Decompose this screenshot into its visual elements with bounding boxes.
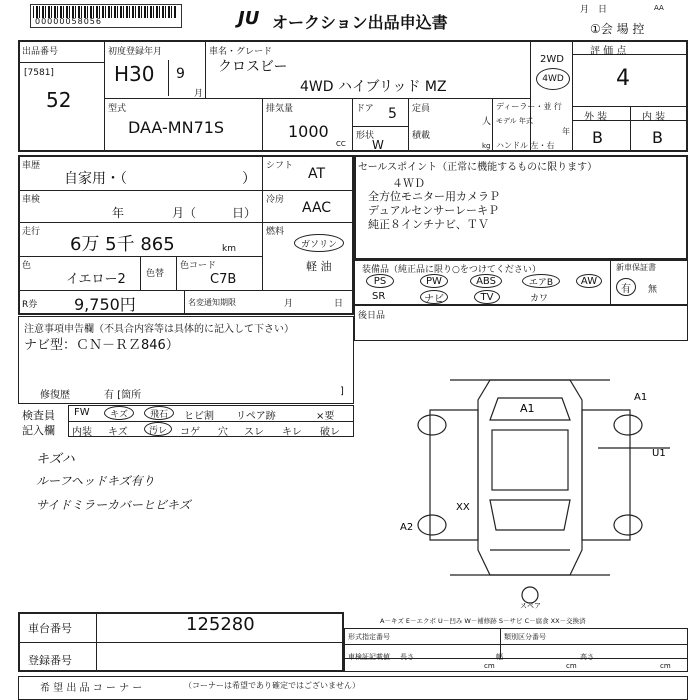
sales-points-label: セールスポイント（正常に機能するものに限ります） [358, 162, 598, 173]
equip-pw[interactable]: PW [420, 274, 448, 288]
equip-aw[interactable]: AW [576, 274, 602, 288]
date-label: 月 日 [580, 5, 608, 15]
equipment-label: 装備品（純正品に限り○をつけてください） [362, 265, 541, 275]
code-interior: 内装 [72, 427, 92, 438]
car-damage-diagram[interactable] [370, 350, 690, 610]
mark-a1-front-right: A1 [634, 392, 648, 403]
code-int-scratch: キズ [108, 427, 128, 438]
barcode [30, 4, 182, 28]
handwritten-line-2: ルーフヘッドキズ有り [36, 474, 155, 488]
code-hole: 穴 [218, 427, 228, 438]
equip-airbag[interactable]: エアB [522, 274, 560, 288]
code-repair: リペア跡 [236, 411, 276, 422]
recycle-label: R券 [22, 300, 38, 310]
width-label: 幅 [496, 653, 503, 661]
mileage-value[interactable]: 6万 5千 865 [70, 234, 175, 255]
code-crack: ヒビ割 [184, 411, 214, 422]
mark-u1-right: U1 [652, 448, 666, 459]
shape[interactable]: W [372, 138, 384, 152]
desired-corner-note: （コーナーは希望であり確定ではございません） [184, 681, 360, 690]
model-year-label: モデル 年式 [496, 117, 533, 125]
sales-point-4: 純正８インチナビ、ＴＶ [368, 218, 489, 231]
kg-unit: kg [482, 142, 491, 150]
usage-close: ） [242, 171, 256, 187]
barcode-number: 00000058056 [35, 17, 102, 26]
code-fw: FW [74, 407, 90, 418]
form-title: オークション出品申込書 [272, 13, 448, 32]
fuel-diesel: 軽 油 [306, 260, 332, 273]
warranty-has-circled[interactable]: 有 [616, 278, 636, 296]
cert-number-label: 形式指定番号 [348, 633, 390, 641]
sales-point-3: デュアルセンサーレーキＰ [368, 204, 500, 217]
sales-point-2: 全方位モニター用カメラＰ [368, 190, 500, 203]
code-dirty-circled[interactable]: 汚レ [144, 422, 172, 436]
interior-grade[interactable]: B [652, 128, 663, 147]
code-scratch-circled[interactable]: キズ [104, 406, 134, 420]
class-number-label: 類別区分番号 [504, 633, 546, 641]
mark-xx-left-mirror: XX [456, 502, 470, 513]
drive-2wd-label: 2WD [540, 54, 564, 65]
registration-number-label: 登録番号 [28, 654, 72, 667]
handle-label: ハンドル 左・右 [496, 141, 555, 150]
exterior-label: 外 装 [584, 112, 608, 123]
name-change-month: 月 [284, 299, 294, 309]
repair-history-value: 有 [箇所 [104, 390, 142, 401]
notes-label: 注意事項申告欄（不具合内容等は具体的に記入して下さい） [24, 324, 294, 335]
color-code-label: 色コード [180, 261, 217, 271]
cc-unit: CC [336, 140, 346, 148]
warranty-label: 新車保証書 [616, 263, 656, 272]
fuel-gas-circled[interactable]: ガソリン [294, 234, 344, 252]
repair-history-close: ] [340, 386, 344, 397]
recycle-value[interactable]: 9,750円 [74, 295, 136, 314]
name-change-day: 日 [334, 299, 344, 309]
code-wear: スレ [244, 427, 264, 438]
aircon-label: 冷房 [266, 195, 285, 205]
equip-tv[interactable]: TV [474, 290, 500, 304]
rear-items-box [354, 305, 688, 341]
exterior-grade[interactable]: B [592, 128, 603, 147]
car-grade[interactable]: 4WD ハイブリッド MZ [300, 79, 447, 95]
color-value[interactable]: イエロー2 [66, 272, 126, 287]
damage-legend: A－キズ E－エクボ U－凹み W－補修跡 S－サビ C－腐食 XX－交換済 [380, 617, 586, 625]
inspector-label: 検査員 [22, 409, 55, 422]
model-label: 型式 [108, 104, 127, 114]
inspection-month-unit: 月（ [172, 206, 197, 220]
equip-ps[interactable]: PS [366, 274, 394, 288]
grade-label: 評 価 点 [590, 46, 627, 57]
interior-label: 内 装 [642, 112, 666, 123]
length-unit: cm [484, 662, 495, 670]
shift-value[interactable]: AT [308, 166, 326, 182]
spare-label: スペア [520, 602, 541, 610]
car-name[interactable]: クロスビー [218, 59, 288, 75]
fuel-label: 燃料 [266, 227, 285, 237]
inspection-label: 車検 [22, 195, 41, 205]
km-unit: km [222, 244, 236, 254]
drive-4wd-circled[interactable]: 4WD [536, 68, 570, 90]
color-label: 色 [22, 261, 32, 271]
shift-label: シフト [266, 161, 294, 171]
capacity-unit: 人 [482, 117, 492, 127]
inspection-year-unit: 年 [112, 206, 125, 220]
chassis-number[interactable]: 125280 [186, 614, 255, 635]
first-reg-label: 初度登録年月 [108, 47, 163, 57]
rear-items-label: 後日品 [358, 311, 386, 321]
handwritten-line-3: サイドミラーカバーヒビキズ [36, 498, 191, 512]
aircon-value[interactable]: AAC [302, 200, 332, 216]
mark-a2-left-rear: A2 [400, 522, 414, 533]
dealer-label: ディーラー・並 行 [496, 102, 562, 111]
chassis-label: 車台番号 [28, 622, 72, 635]
first-reg-year[interactable]: H30 [114, 62, 155, 86]
height-unit: cm [660, 662, 671, 670]
equip-leather: カワ [530, 294, 549, 304]
listing-number[interactable]: 52 [46, 88, 72, 112]
code-chip-circled[interactable]: 飛石 [144, 406, 174, 420]
logo: JU [238, 8, 260, 29]
equip-navi[interactable]: ナビ [420, 290, 448, 304]
sales-point-1: ４ＷＤ [392, 177, 425, 190]
capacity-label: 定員 [412, 104, 431, 114]
aa-label: AA [654, 4, 664, 12]
doors[interactable]: 5 [388, 106, 397, 122]
warranty-none: 無 [648, 285, 658, 295]
width-unit: cm [566, 662, 577, 670]
usage-value[interactable]: 自家用・（ [64, 171, 127, 187]
color-code[interactable]: C7B [210, 272, 237, 287]
name-change-label: 名変通知期限 [188, 298, 236, 307]
equip-sr: SR [372, 291, 386, 302]
model-code[interactable]: DAA-MN71S [128, 118, 225, 137]
size-label: 車検証記載値 [348, 653, 390, 661]
year-unit: 年 [562, 127, 570, 136]
entry-label: 記入欄 [22, 424, 55, 437]
grade-score[interactable]: 4 [616, 66, 630, 91]
code-required: ×要 [316, 411, 335, 422]
repair-history-label: 修復歴 [40, 390, 70, 401]
code-cut: キレ [282, 427, 302, 438]
equip-abs[interactable]: ABS [470, 274, 502, 288]
length-label: 長さ [400, 653, 414, 661]
mileage-label: 走行 [22, 227, 41, 237]
inspection-day-unit: 日） [232, 206, 257, 220]
code-burn: コゲ [180, 427, 200, 438]
code-tear: 破レ [320, 427, 340, 438]
listing-no-label: 出品番号 [22, 47, 59, 57]
venue-copy: ①会 場 控 [590, 22, 645, 36]
listing-code: [7581] [24, 68, 54, 78]
car-name-label: 車名・グレード [209, 47, 273, 57]
navi-model[interactable]: ナビ型：ＣＮ－ＲＺ846） [24, 338, 179, 353]
doors-label: ドア [356, 104, 374, 114]
first-reg-month[interactable]: 9 [176, 66, 185, 82]
color-swap-label: 色替 [146, 269, 165, 279]
shape-label: 形状 [356, 131, 375, 141]
load-label: 積載 [412, 131, 431, 141]
displacement-label: 排気量 [266, 104, 294, 114]
height-label: 高さ [580, 653, 594, 661]
usage-label: 車歴 [22, 161, 41, 171]
handwritten-line-1: キズハ [36, 452, 75, 467]
displacement[interactable]: 1000 [288, 122, 329, 141]
month-unit: 月 [194, 89, 204, 99]
mark-a1-hood: A1 [520, 402, 535, 415]
desired-corner-label: 希 望 出 品 コ ー ナ ー [40, 683, 143, 694]
